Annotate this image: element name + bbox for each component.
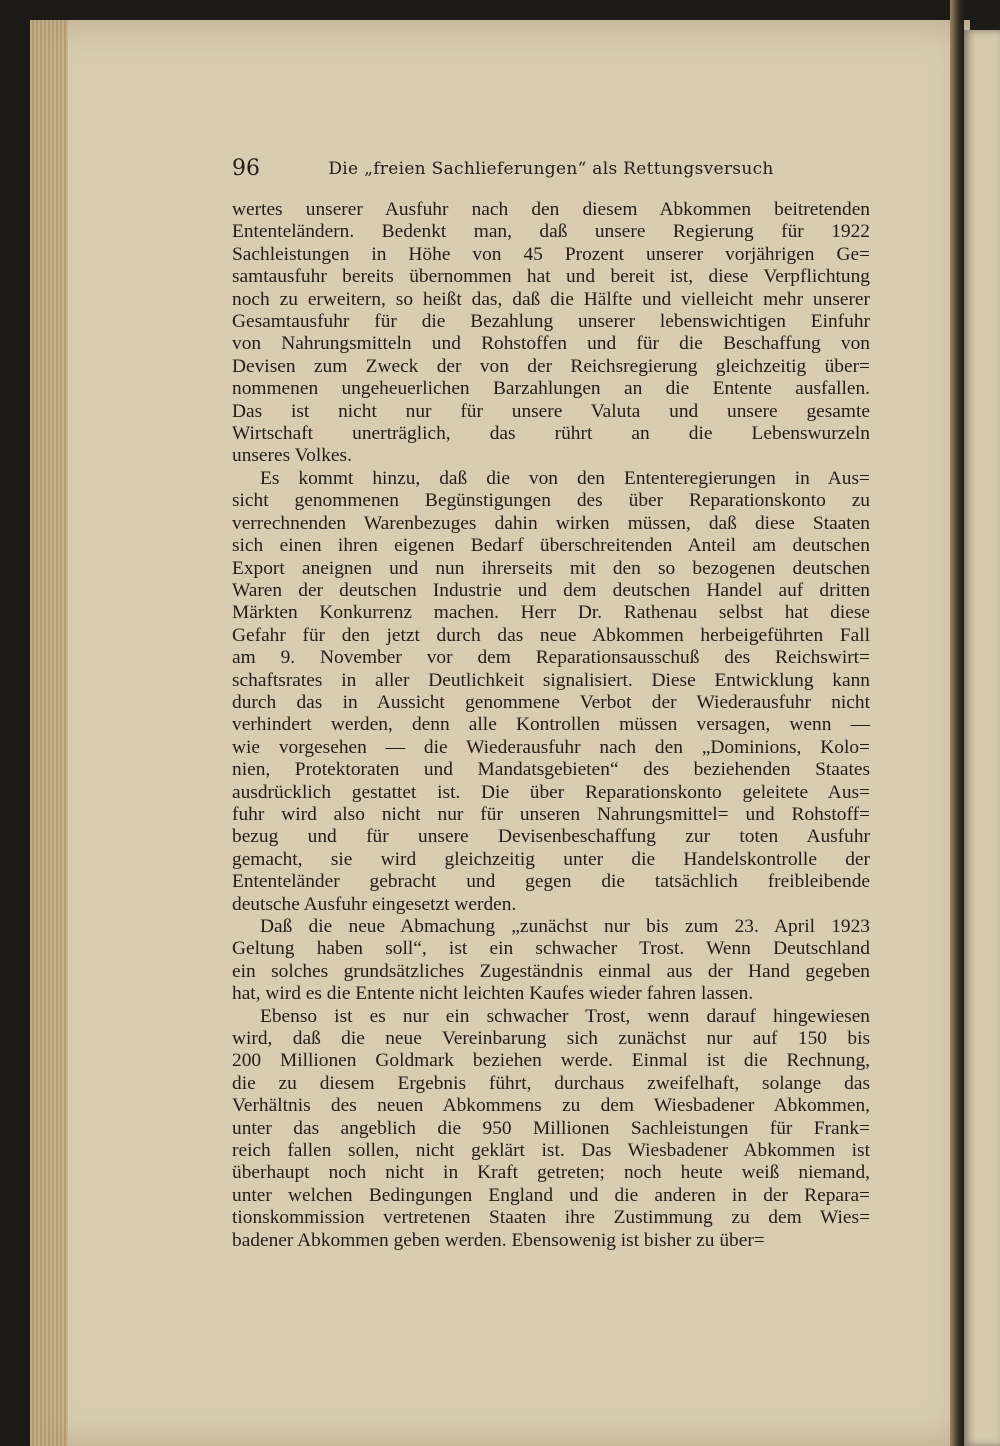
text-line: Sachleistungen in Höhe von 45 Prozent unserer vorjährigen Ge= bbox=[232, 243, 870, 265]
text-line: am 9. November vor dem Reparationsausschuß des Reichswirt= bbox=[232, 647, 870, 669]
text-line: nien, Protektoraten und Mandatsgebieten“ des beziehenden Staates bbox=[232, 759, 870, 781]
binding-gutter bbox=[950, 0, 964, 1446]
text-line: Ententeländer gebracht und gegen die tatsächlich freibleibende bbox=[232, 871, 870, 893]
text-line: unter welchen Bedingungen England und die anderen in der Repara= bbox=[232, 1184, 870, 1206]
text-line: sicht genommenen Begünstigungen des über Reparationskonto zu bbox=[232, 490, 870, 512]
page-number: 96 bbox=[232, 156, 260, 181]
text-line: schaftsrates in aller Deutlichkeit signalisiert. Diese Entwicklung kann bbox=[232, 669, 870, 691]
paragraph bbox=[232, 916, 870, 1006]
text-line: gemacht, sie wird gleichzeitig unter die Handelskontrolle der bbox=[232, 848, 870, 870]
next-page-edge bbox=[964, 30, 1000, 1446]
text-line: nommenen ungeheuerlichen Barzahlungen an die Entente ausfallen. bbox=[232, 378, 870, 400]
text-line: überhaupt noch nicht in Kraft getreten; noch heute weiß niemand, bbox=[232, 1162, 870, 1184]
text-line: Wirtschaft unerträglich, das rührt an die Lebenswurzeln bbox=[232, 423, 870, 445]
text-line: 200 Millionen Goldmark beziehen werde. Einmal ist die Rechnung, bbox=[232, 1050, 870, 1072]
text-line: Waren der deutschen Industrie und dem deutschen Handel auf dritten bbox=[232, 579, 870, 601]
text-line: unter das angeblich die 950 Millionen Sachleistungen für Frank= bbox=[232, 1117, 870, 1139]
text-line: Ebenso ist es nur ein schwacher Trost, wenn darauf hingewiesen bbox=[260, 1005, 870, 1027]
body-text bbox=[232, 199, 870, 1252]
text-line: Devisen zum Zweck der von der Reichsregierung gleichzeitig über= bbox=[232, 355, 870, 377]
text-line: badener Abkommen geben werden. Ebensowenig ist bisher zu über= bbox=[232, 1229, 765, 1251]
text-line: durch das in Aussicht genommene Verbot der Wiederausfuhr nicht bbox=[232, 691, 870, 713]
text-line: wird, daß die neue Vereinbarung sich zunächst nur auf 150 bis bbox=[232, 1028, 870, 1050]
paragraph bbox=[232, 468, 870, 916]
text-line: Verhältnis des neuen Abkommens zu dem Wiesbadener Abkommen, bbox=[232, 1095, 870, 1117]
text-line: Ententeländern. Bedenkt man, daß unsere Regierung für 1922 bbox=[232, 221, 870, 243]
text-line: die zu diesem Ergebnis führt, durchaus zweifelhaft, solange das bbox=[232, 1072, 870, 1094]
paragraph bbox=[232, 199, 870, 468]
text-line: Geltung haben soll“, ist ein schwacher Trost. Wenn Deutschland bbox=[232, 938, 870, 960]
text-line: unseres Volkes. bbox=[232, 445, 352, 467]
text-line: Gesamtausfuhr für die Bezahlung unserer lebenswichtigen Einfuhr bbox=[232, 311, 870, 333]
text-line: Gefahr für den jetzt durch das neue Abkommen herbeigeführten Fall bbox=[232, 624, 870, 646]
page-edges bbox=[30, 20, 68, 1446]
paragraph bbox=[232, 1006, 870, 1252]
text-line: tionskommission vertretenen Staaten ihre Zustimmung zu dem Wies= bbox=[232, 1207, 870, 1229]
running-head: Die „freien Sachlieferungen“ als Rettungsversuch bbox=[328, 159, 774, 179]
text-line: Es kommt hinzu, daß die von den Ententeregierungen in Aus= bbox=[260, 467, 870, 489]
text-line: Daß die neue Abmachung „zunächst nur bis zum 23. April 1923 bbox=[260, 916, 870, 937]
text-line: deutsche Ausfuhr eingesetzt werden. bbox=[232, 893, 517, 915]
text-line: wertes unserer Ausfuhr nach den diesem Abkommen beitretenden bbox=[232, 199, 870, 220]
text-line: verhindert werden, denn alle Kontrollen müssen versagen, wenn — bbox=[232, 714, 870, 736]
text-line: samtausfuhr bereits übernommen hat und bereit ist, diese Verpflichtung bbox=[232, 266, 870, 288]
text-line: wie vorgesehen — die Wiederausfuhr nach den „Dominions, Kolo= bbox=[232, 736, 870, 758]
text-line: ausdrücklich gestattet ist. Die über Reparationskonto geleitete Aus= bbox=[232, 781, 870, 803]
text-line: verrechnenden Warenbezuges dahin wirken müssen, daß diese Staaten bbox=[232, 512, 870, 534]
text-line: von Nahrungsmitteln und Rohstoffen und für die Beschaffung von bbox=[232, 333, 870, 355]
text-line: fuhr wird also nicht nur für unseren Nahrungsmittel= und Rohstoff= bbox=[232, 803, 870, 825]
text-line: Das ist nicht nur für unsere Valuta und unsere gesamte bbox=[232, 400, 870, 422]
text-line: sich einen ihren eigenen Bedarf überschreitenden Anteil am deutschen bbox=[232, 535, 870, 557]
text-line: noch zu erweitern, so heißt das, daß die Hälfte und vielleicht mehr unserer bbox=[232, 288, 870, 310]
page-header bbox=[232, 152, 870, 186]
text-line: reich fallen sollen, nicht geklärt ist. Das Wiesbadener Abkommen ist bbox=[232, 1140, 870, 1162]
text-line: Export aneignen und nun ihrerseits mit den so bezogenen deutschen bbox=[232, 557, 870, 579]
text-line: bezug und für unsere Devisenbeschaffung zur toten Ausfuhr bbox=[232, 826, 870, 848]
text-line: Märkten Konkurrenz machen. Herr Dr. Rathenau selbst hat diese bbox=[232, 602, 870, 624]
text-line: hat, wird es die Entente nicht leichten Kaufes wieder fahren lassen. bbox=[232, 983, 754, 1005]
text-line: ein solches grundsätzliches Zugeständnis einmal aus der Hand gegeben bbox=[232, 960, 870, 982]
